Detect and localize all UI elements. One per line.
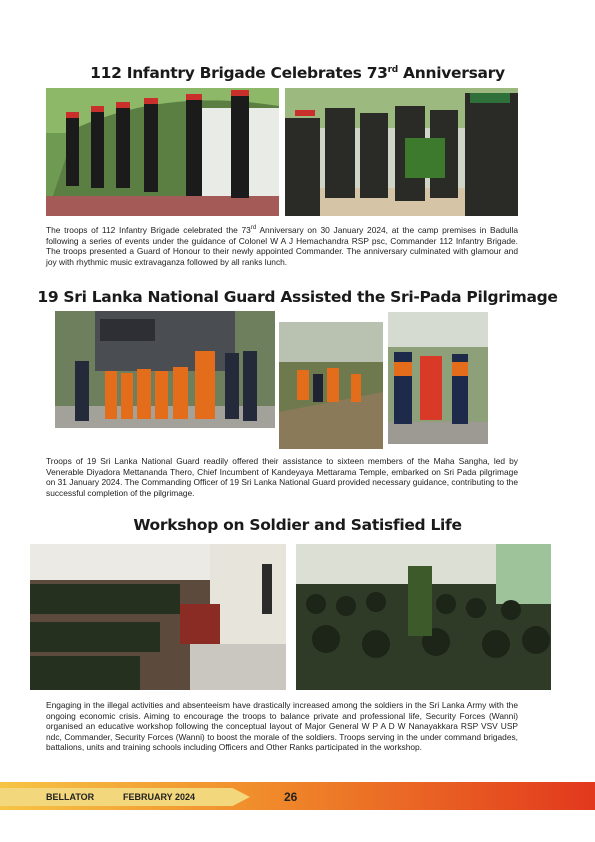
photo-maha-sangha-group: [55, 311, 275, 428]
photo-guard-of-honour: [46, 88, 279, 216]
photo-pilgrimage-assistance: [388, 312, 488, 444]
section-title-sri-pada: 19 Sri Lanka National Guard Assisted the Sri-Pada Pilgrimage: [37, 288, 558, 306]
photo-workshop-audience: [296, 544, 551, 690]
footer-month: FEBRUARY 2024: [123, 792, 196, 802]
section-body-anniversary: The troops of 112 Infantry Brigade celebrated the 73rd Anniversary on 30 January 2024, at the camp premises in Badulla following a series of events under the guidance of Colonel W A J Hemachandra RSP psc, Commander 112 Infantry Brigade. The troops presented a Guard of Honour to their newly appointed Commander. The anniversary culminated with glamour and joy with rhythmic music extravaganza followed by all ranks lunch.: [46, 225, 518, 267]
section-body-workshop: Engaging in the illegal activities and absenteeism have drastically increased among the soldiers in the Sri Lanka Army with the ongoing economic crisis. Aiming to encourage the troops to balance private and professional life, Security Forces (Wanni) organised an educative workshop following the conceptual layout of Major General W P A D W Nanayakkara RSP VSV USP ndc, Commander, Security Forces (Wanni) to boost the morale of the soldiers. Troops serving in the under command brigades, battalions, units and training schools including Officers and Other Ranks participated in the workshop.: [46, 700, 518, 753]
footer-publication: BELLATOR: [46, 792, 95, 802]
section-title-workshop: Workshop on Soldier and Satisfied Life: [133, 516, 462, 534]
photo-workshop-hall: [30, 544, 286, 690]
section-body-sri-pada: Troops of 19 Sri Lanka National Guard readily offered their assistance to sixteen members of the Maha Sangha, led by Venerable Diyadora Mettananda Thero, Chief Incumbent of Kandeyaya Mettarama Temple, embarked on Sri Pada pilgrimage on 31 January 2024. The Commanding Officer of 19 Sri Lanka National Guard provided necessary guidance, contributing to the successful completion of the pilgrimage.: [46, 456, 518, 498]
section-title-anniversary: 112 Infantry Brigade Celebrates 73rd Anniversary: [90, 64, 505, 82]
photo-pilgrimage-trail: [279, 322, 383, 449]
photo-commander-reception: [285, 88, 518, 216]
page-number: 26: [284, 790, 298, 804]
